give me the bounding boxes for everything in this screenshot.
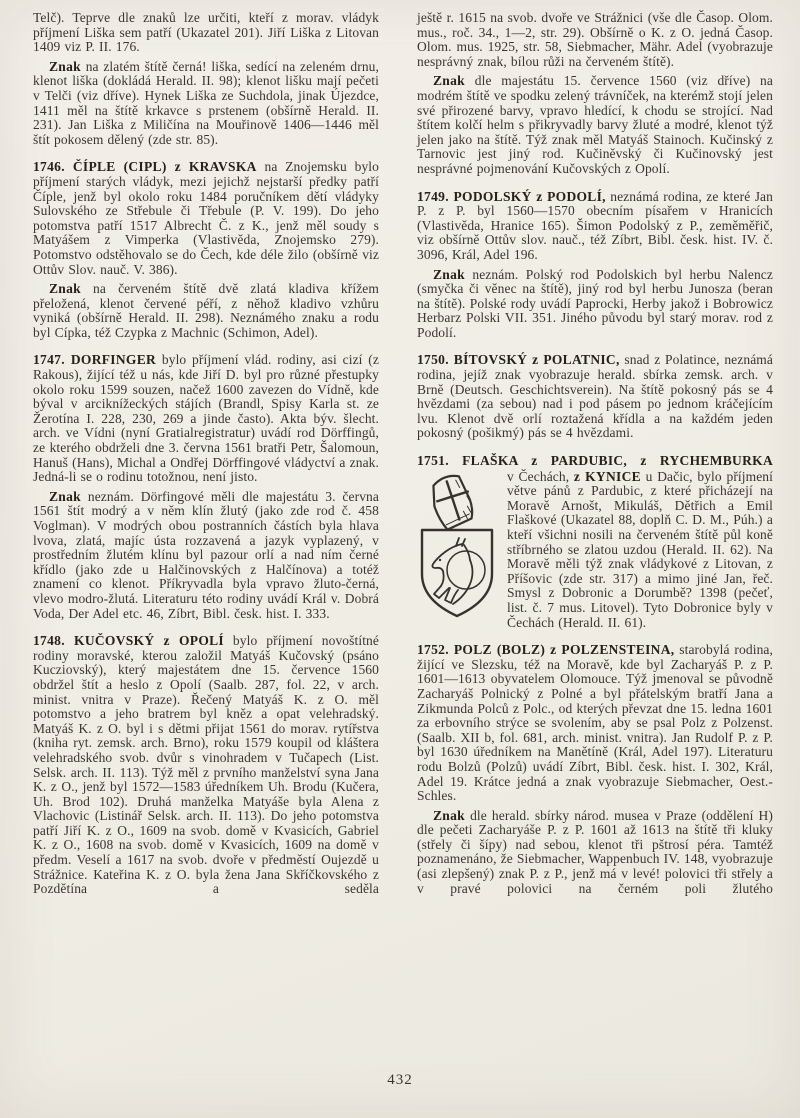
body-text: v Čechách,: [507, 468, 574, 484]
znak-1749: [417, 268, 773, 341]
body-text: na červeném štítě dvě zlatá kladiva křížem přeložená, klenot červené péří, z něhož kladivo vzhůru vyniká (obšírně Herald. II. 298). Neznámého znaku a rodu byl Cípka, též Czypka z Machnic (Schimon, Adel).: [33, 281, 379, 340]
body-text: dle herald. sbírky národ. musea v Praze (oddělení H) dle pečeti Zacharyáše P. z P. 1601 až 1613 na štítě tři kluky (střely či šípy) nad sebou, klenot tři pštrosí péra. Tamtéž poznamenáno, že Siebmacher, Wappenbuch IV. 148, vyobrazuje (asi zlepšený) znak P. z P., jenž má v levé! polovici tři střely a v pravé polovici na černém poli žlutého: [417, 807, 773, 896]
entry-1748: [33, 634, 379, 897]
liska-continuation: [33, 11, 379, 55]
bold-text: Znak: [49, 281, 81, 297]
entry-1749: [417, 190, 773, 263]
body-text: Telč). Teprve dle znaků lze určiti, kteří z morav. vládyk příjmení Liška sem patří (Ukazatel 201). Jiří Liška z Litovan 1409 viz P. II. 176.: [33, 10, 379, 55]
great-helm-icon: [428, 472, 476, 531]
body-text: u Dačic, bylo příjmení větve pánů z Pardubic, z které přicházejí na Moravě Arnošt, Mikuláš, Dětřich a Emil Flaškové (Ukazatel 88, doplň C. D. M., Púh.) a kteří všichni nosili na červeném štítě půl koně stříbrného se zlatou uzdou (Herald. II. 62). Na Moravě měli týž znak vládykové z Litovan, z Příšovic (zde str. 317) a mimo jiné Jan, řeč. Smysl z Dobronic a Dorumbě? 1398 (pečeť, list. č. 7 mus. Litovel). Tyto Dobronice byly v Čechách (Herald. II. 61).: [507, 468, 774, 630]
body-text: dle majestátu 15. července 1560 (viz dříve) na modrém štítě ve spodku zelený trávníček, na kterémž stojí jelen své přirozené barvy, vpravo hledící, k chodu se strojící. Nad štítem kolčí helm s přikryvadly barvy žluté a modré, klenot týž jelen jako na štítě. Týž znak měl Matyáš Stainoch. Kučinský z Tarnovic jest jiný rod. Kučiněvský či Kučinovský jest nesprávné pojmenování Kučovských z Opolí.: [417, 73, 773, 176]
liska-znak: [33, 60, 379, 148]
body-text: snad z Polatince, neznámá rodina, jejíž znak vyobrazuje herald. sbírka zemsk. arch. v Brně (Deutsch. Geschichtsverein). Na štítě pokosný pás se 4 hvězdami (za sebou) nad i pod pásem po jednom kráčejícím lvu. Klenot dvě orlí roztažená křídla a na každém jeden pokosný (pošikmý) pás se 4 hvězdami.: [417, 352, 773, 441]
bold-text: 1747. DORFINGER: [33, 352, 157, 368]
znak-1747: [33, 490, 379, 621]
bold-text: Znak: [433, 73, 465, 89]
entry-1751-body: [417, 470, 773, 631]
body-text: ještě r. 1615 na svob. dvoře ve Strážnici (vše dle Časop. Olom. mus., roč. 34., 1—2, str. 29). Obšírně o K. z O. jedná Časop. Olom. mus. 1925, str. 58, Siebmacher, Mähr. Adel (vyobrazuje nesprávný znak, bílou růži na červeném štítě).: [417, 10, 773, 69]
kucovsky-continuation: [417, 11, 773, 69]
page-number: 432: [387, 1072, 413, 1088]
body-text: na zlatém štítě černá! liška, sedící na zeleném drnu, klenot liška (dokládá Herald. II. 98); klenot lišku mají pečeti v Telči (viz dříve). Hynek Liška ze Suchdola, jinak Újezdce, 1411 měl na štítě krkavce s prstenem (obšírně Herald. II. 231). Jan Liška z Miličína na Mouřinově 1406—1446 měl štít pokosem dělený (zde str. 85).: [33, 58, 379, 147]
entry-1747: [33, 353, 379, 484]
bold-text: Znak: [433, 807, 465, 823]
entry-1752: [417, 643, 773, 804]
entry-1751-heading: [417, 454, 773, 469]
body-text: starobylá rodina, žijící ve Slezsku, též na Moravě, kde byl Zacharyáš P. z P. 1601—1613 obyvatelem Olomouce. Týž jmenoval se původně Zacharyáš Polnický z Polné a byl přátelským bratří Jana a Zikmunda Polců z Polc., od kterých převzat dne 15. ledna 1601 za erbovního strýce se svolením, aby se psal Polz z Polzenst. (Saalb. XII b, fol. 681, arch. minist. vnitra). Jan Rudolf P. z P. byl 1630 úředníkem na Manětíně (Král, Adel 197). Literaturu rodu Bolzů (Polzů) uvádí Zíbrt, Bibl. česk. hist. I. 302, Král, Adel 19. Krátce jedná a znak vyobrazuje Siebmacher, Oest.-Schles.: [417, 642, 773, 804]
entry-1750: [417, 353, 773, 441]
body-text: na Znojemsku bylo příjmení starých vládyk, mezi jejichž nejstarší předky patří Číple, jenž byl okolo roku 1484 poručníkem dětí vládyky Sulovského ze Střebule či Třebule (P. V. 199). Do jeho potomstva patří 1517 Albrecht Č. z K., jenž měl soudy s Matyášem z Vimperka (Vlastivěda, Znojemsko 279). Potomstvo odstěhovalo se do Čech, kde déle žilo (obšírně viz Ottův Slov. nauč. V. 386).: [33, 159, 380, 277]
bold-text: 1746. ČÍPLE (CIPL) z KRAVSKA: [33, 159, 257, 175]
znak-1746: [33, 282, 379, 340]
half-horse-icon: [432, 538, 485, 604]
bold-text: 1749. PODOLSKÝ z PODOLÍ,: [417, 188, 606, 204]
bold-text: Znak: [49, 58, 81, 74]
body-text: bylo příjmení novoštítné rodiny moravské, kterou založil Matyáš Kučovský (psáno Kucziovský), který majestátem dne 15. července 1560 obdržel štít a heslo z Opolí (Saalb. 287, fol. 22, v arch. minist. vnitra v Praze). Řečený Matyáš K. z O. měl potomstvo a jeho bratrem byl kněz a opat velehradský. Matyáš K. z O. byl i s dětmi přijat 1561 do morav. rytířstva (kniha ryt. zemsk. arch. Brno), roku 1579 koupil od kláštera velehradského svob. dvůr s vinohradem v Tučapech (List. Selsk. arch. II. 113). Týž měl z prvního manželství syna Jana K. z O., jenž byl 1572—1583 úředníkem Uh. Brodu (Kučera, Uh. Brod 102). Druhá manželka Matyáše byla Alena z Vlachovic (Listinář Selsk. arch. II. 113). Do jeho potomstva patří Jiří K. z O., 1609 na svob. domě v Kvasicích, Gabriel K. z O., 1608 na svob. domě v Kvasicích, 1609 na domě v předm. Veselí a 1617 na svob. dvoře v předměstí Oujezdě u Strážnice. Kateřina K. z O. byla žena Jana Skříčkovského z Pozdětína a seděla: [33, 633, 379, 897]
body-text: neznám. Dörfingové měli dle majestátu 3. června 1561 štít modrý a v něm klín žlutý (jako zde rod č. 458 Voglman). V modrých obou postranních částích byla hlava lvova, zlatá, majíc ústa rozzavená a jazyk vyplazený, v prostředním žlutém klínu byl pazour orlí a nad ním černé křídlo (jako zde u Halčinovských z Halčínova) a totéž znamení co klenot. Příkryvadla byla vpravo žluto-černá, vlevo modro-žlutá. Literaturu této rodiny uvádí Král v. Dobrá Voda, Der Adel etc. 46, Zíbrt, Bibl. česk. hist. I. 333.: [33, 488, 379, 621]
bold-text: 1751. FLAŠKA z PARDUBIC, z RYCHEMBURKA: [417, 453, 773, 469]
znak-1748: [417, 74, 773, 176]
body-text: bylo příjmení vlád. rodiny, asi cizí (z Rakous), žijící též u nás, kde Jiří D. byl pro různé přestupky okolo roku 1599 souzen, načež 1600 zavezen do Vídně, kde býval v arciknížeckých stájích (Brandl, Spisy Karla st. ze Žerotína I. 228, 230, 269 a jinde často). Akta býv. šlecht. arch. ve Vídni (nyní Gratialregistratur) uvádí rod Dörffingů, ze kterého obdrželi dne 3. června 1561 bratři Petr, Šalomoun, Hanuš (Hans), Michal a Ondřej Dörffingové vládyctví a znak. Jedná-li se o rodinu totožnou, není jisto.: [33, 352, 379, 485]
helm-and-shield-drawing: [417, 472, 499, 620]
znak-1752: [417, 809, 773, 897]
bold-text: 1750. BÍTOVSKÝ z POLATNIC,: [417, 352, 620, 368]
bold-text: z KYNICE: [573, 468, 641, 484]
bold-text: 1752. POLZ (BOLZ) z POLZENSTEINA,: [417, 642, 675, 658]
entry-1746: [33, 160, 379, 277]
bold-text: Znak: [433, 266, 465, 282]
bold-text: 1748. KUČOVSKÝ z OPOLÍ: [33, 633, 224, 649]
body-text: neznámá rodina, ze které Jan P. z P. byl 1560—1570 obecním písařem v Hranicích (Vlastivěda, Hranice 165). Šimon Podolský z P., zeměměřič, viz obšírně Ottův slov. nauč., též Zíbrt, Bibl. česk. hist. IV. č. 3096, Král, Adel 196.: [417, 188, 773, 262]
right-column: [417, 11, 773, 896]
bold-text: Znak: [49, 488, 81, 504]
coat-of-arms-illustration: [417, 472, 503, 620]
body-text: neznám. Polský rod Podolskich byl herbu Nalencz (smyčka či věnec na štítě), jiný rod byl herbu Junosza (beran na štítě). Polské rody uvádí Paprocki, Herby jakož i Bobrowicz Herbarz Polski VII. 351. Jiného původu byl starý morav. rod z Podolí.: [417, 266, 773, 340]
left-column: [33, 11, 379, 897]
